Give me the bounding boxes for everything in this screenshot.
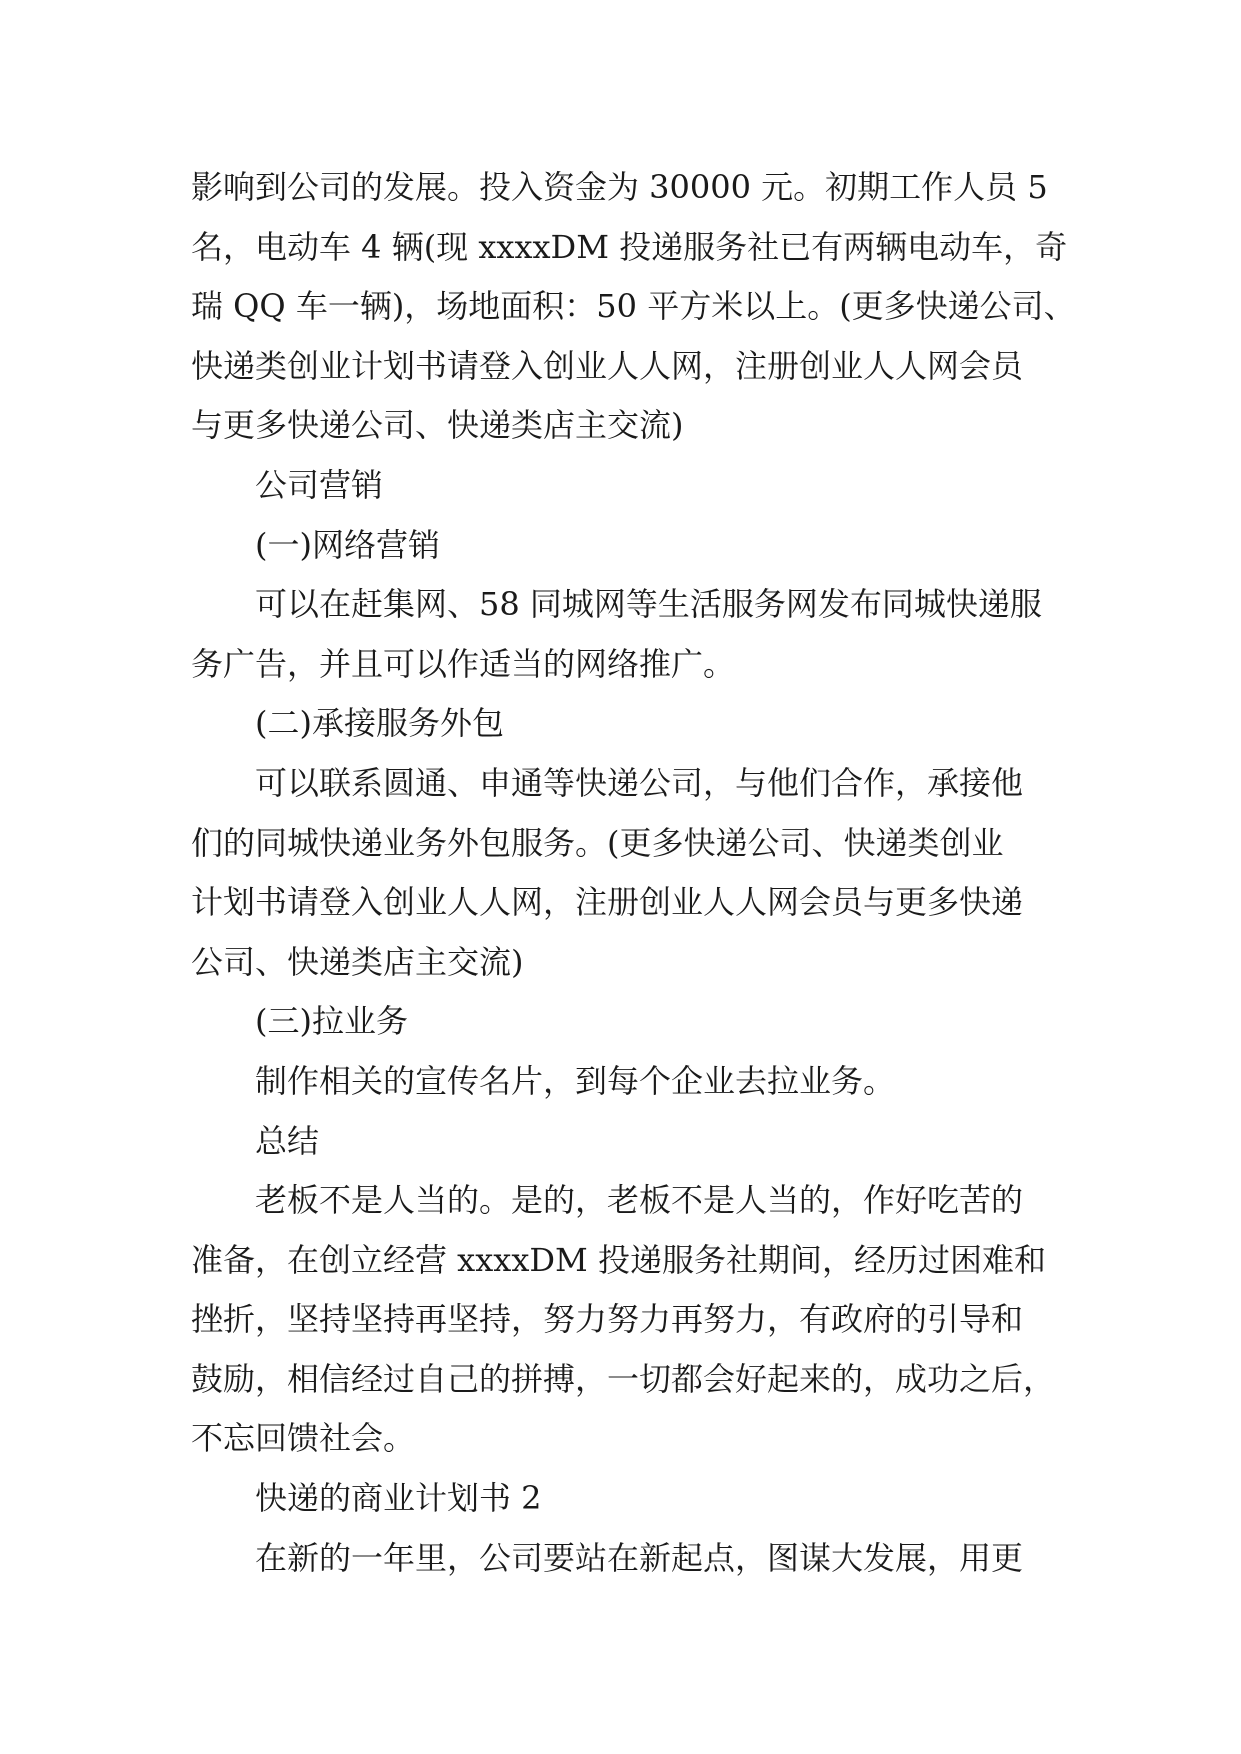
text-line: 在新的一年里，公司要站在新起点，图谋大发展，用更 bbox=[255, 1538, 1024, 1577]
text-line: 快递类创业计划书请登入创业人人网，注册创业人人网会员 bbox=[191, 346, 1024, 385]
section-heading: 总结 bbox=[255, 1121, 320, 1160]
subsection-heading: (三)拉业务 bbox=[255, 1002, 408, 1041]
text-line: 计划书请登入创业人人网，注册创业人人网会员与更多快递 bbox=[191, 883, 1024, 922]
text-line: 公司、快递类店主交流) bbox=[191, 942, 524, 981]
text-line: 可以联系圆通、申通等快递公司，与他们合作，承接他 bbox=[255, 763, 1024, 802]
section-heading: 公司营销 bbox=[255, 465, 384, 504]
subsection-heading: (二)承接服务外包 bbox=[255, 704, 504, 743]
text-line: 制作相关的宣传名片，到每个企业去拉业务。 bbox=[255, 1061, 896, 1100]
text-line: 名，电动车 4 辆(现 xxxxDM 投递服务社已有两辆电动车，奇 bbox=[191, 227, 1068, 266]
subsection-heading: (一)网络营销 bbox=[255, 525, 440, 564]
text-line: 们的同城快递业务外包服务。(更多快递公司、快递类创业 bbox=[191, 823, 1004, 862]
text-line: 准备，在创立经营 xxxxDM 投递服务社期间，经历过困难和 bbox=[191, 1240, 1046, 1279]
text-line: 瑞 QQ 车一辆)，场地面积：50 平方米以上。(更多快递公司、 bbox=[191, 287, 1076, 326]
text-line: 影响到公司的发展。投入资金为 30000 元。初期工作人员 5 bbox=[191, 168, 1048, 206]
text-line: 老板不是人当的。是的，老板不是人当的，作好吃苦的 bbox=[255, 1181, 1024, 1220]
text-line: 鼓励，相信经过自己的拼搏，一切都会好起来的，成功之后， bbox=[191, 1359, 1056, 1398]
document-body bbox=[191, 158, 1076, 1588]
document-title: 快递的商业计划书 2 bbox=[255, 1479, 542, 1518]
text-line: 可以在赶集网、58 同城网等生活服务网发布同城快递服 bbox=[255, 585, 1042, 624]
text-line: 挫折，坚持坚持再坚持，努力努力再努力，有政府的引导和 bbox=[191, 1300, 1024, 1339]
text-line: 与更多快递公司、快递类店主交流) bbox=[191, 406, 684, 445]
text-line: 务广告，并且可以作适当的网络推广。 bbox=[191, 644, 736, 683]
text-line: 不忘回馈社会。 bbox=[191, 1419, 416, 1458]
